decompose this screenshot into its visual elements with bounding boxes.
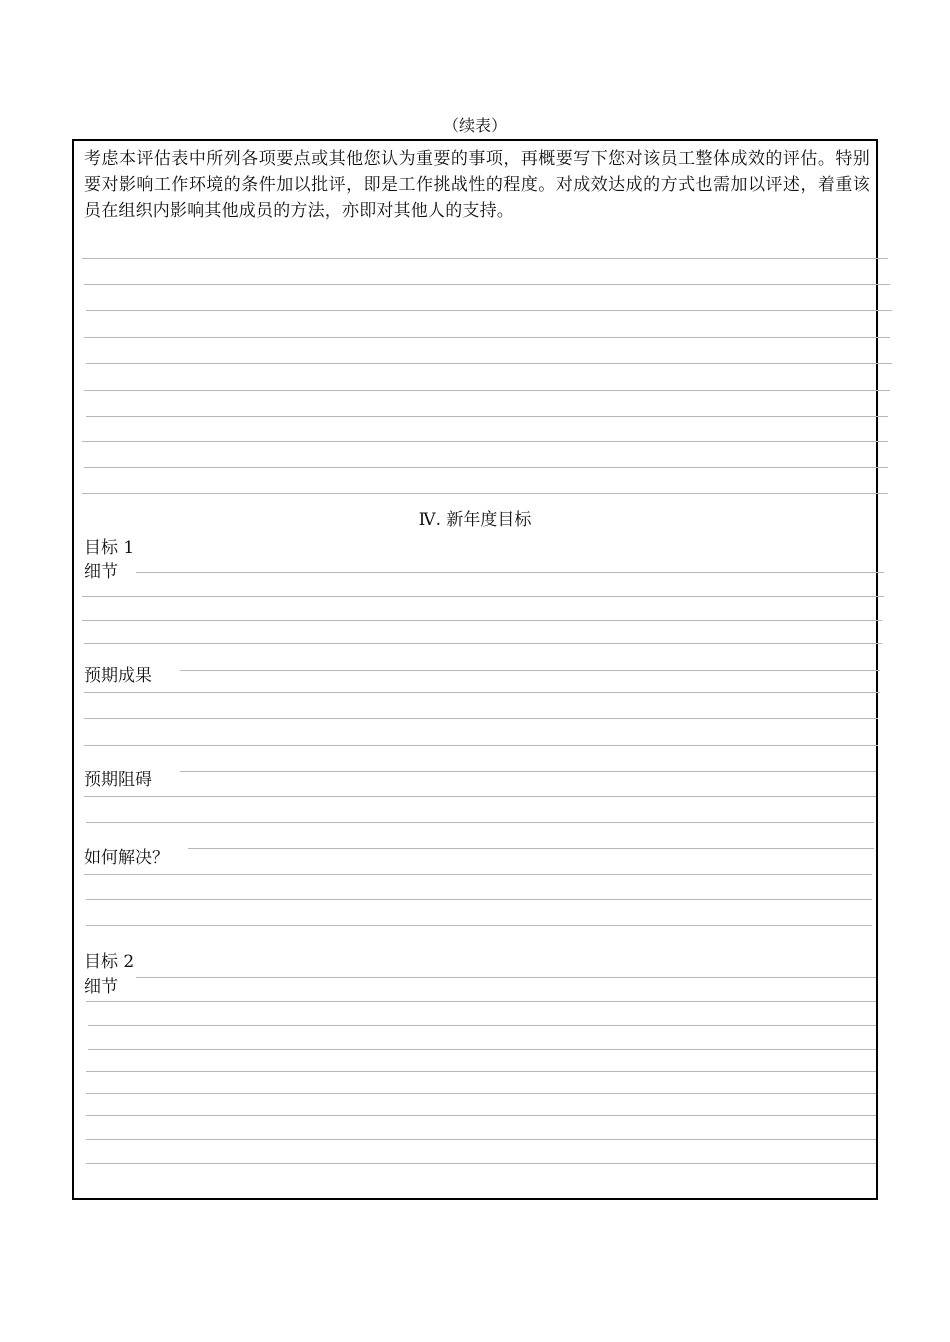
writing-line[interactable] <box>86 416 888 417</box>
writing-line[interactable] <box>86 925 872 926</box>
continued-label: （续表） <box>442 116 507 135</box>
form-frame <box>72 139 878 1200</box>
writing-line[interactable] <box>86 1163 876 1164</box>
writing-line[interactable] <box>84 337 890 338</box>
section-title: Ⅳ. 新年度目标 <box>418 510 532 530</box>
goal-1-expected-obstacles-label: 预期阻碍 <box>84 769 156 791</box>
writing-line[interactable] <box>88 1049 876 1050</box>
goal-1-details-label: 细节 <box>84 561 122 583</box>
writing-line[interactable] <box>86 1071 876 1072</box>
goal-2-details-label: 细节 <box>84 976 122 998</box>
writing-line[interactable] <box>86 310 892 311</box>
writing-line[interactable] <box>86 1139 876 1140</box>
writing-line[interactable] <box>88 1025 876 1026</box>
writing-line[interactable] <box>84 692 880 693</box>
writing-line[interactable] <box>136 977 876 978</box>
writing-line[interactable] <box>86 822 874 823</box>
goal-2-title: 目标 2 <box>84 951 138 973</box>
writing-line[interactable] <box>86 363 892 364</box>
writing-line[interactable] <box>84 745 878 746</box>
writing-line[interactable] <box>82 596 884 597</box>
writing-line[interactable] <box>84 874 872 875</box>
writing-line[interactable] <box>86 1001 876 1002</box>
writing-line[interactable] <box>84 718 878 719</box>
writing-line[interactable] <box>82 441 888 442</box>
goal-1-title: 目标 1 <box>84 537 138 559</box>
writing-line[interactable] <box>82 258 888 259</box>
writing-line[interactable] <box>84 796 876 797</box>
writing-line[interactable] <box>86 1093 876 1094</box>
writing-line[interactable] <box>86 899 872 900</box>
writing-line[interactable] <box>84 643 882 644</box>
writing-line[interactable] <box>180 771 876 772</box>
writing-line[interactable] <box>84 467 888 468</box>
writing-line[interactable] <box>180 670 880 671</box>
writing-line[interactable] <box>86 1115 876 1116</box>
writing-line[interactable] <box>188 848 874 849</box>
writing-line[interactable] <box>84 284 890 285</box>
goal-1-expected-results-label: 预期成果 <box>84 665 156 687</box>
writing-line[interactable] <box>84 390 890 391</box>
writing-line[interactable] <box>136 572 884 573</box>
writing-line[interactable] <box>82 493 888 494</box>
goal-1-how-to-solve-label: 如何解决？ <box>84 847 173 869</box>
assessment-instructions: 考虑本评估表中所列各项要点或其他您认为重要的事项，再概要写下您对该员工整体成效的评估。特别要对影响工作环境的条件加以批评，即是工作挑战性的程度。对成效达成的方式也需加以评述，着重该员在组织内影响其他成员的方法，亦即对其他人的支持。 <box>84 149 870 221</box>
writing-line[interactable] <box>82 620 882 621</box>
